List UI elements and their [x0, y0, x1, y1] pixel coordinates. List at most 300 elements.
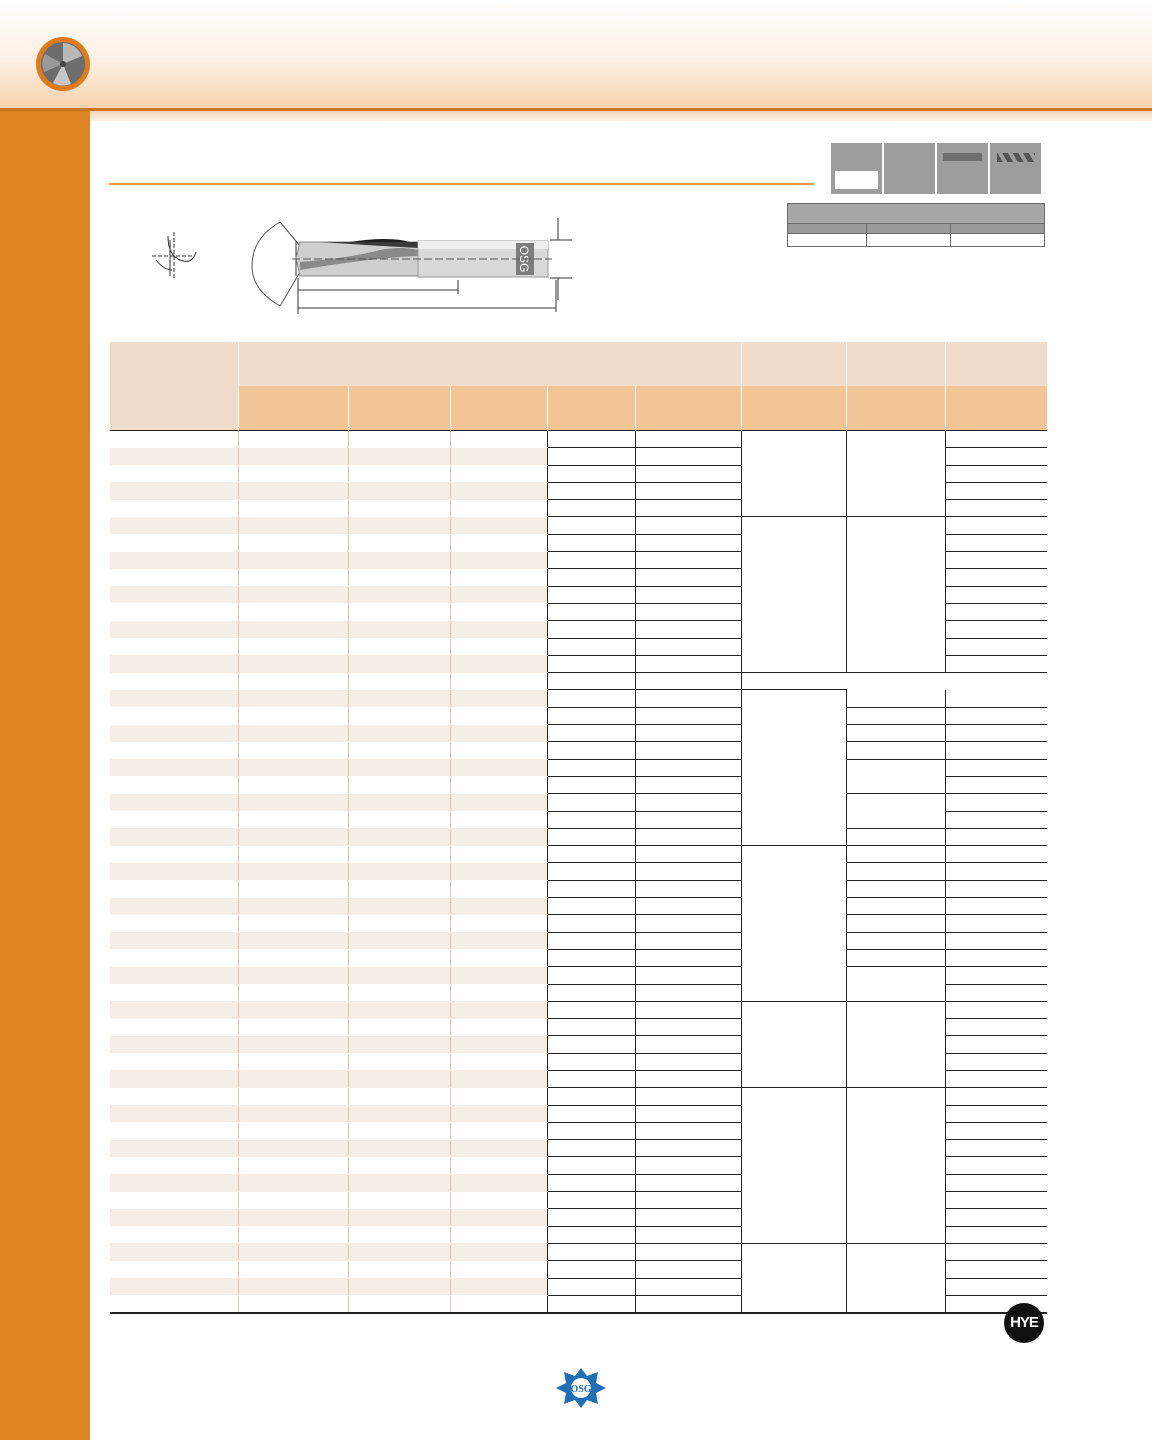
cell: [451, 932, 548, 949]
edp-cell: [110, 431, 239, 448]
cell: [451, 1036, 548, 1053]
col-header-size: [636, 386, 742, 431]
cell: [451, 1053, 548, 1070]
cell: [946, 811, 1047, 828]
cell: [239, 1209, 349, 1226]
badge-shank: [937, 143, 988, 194]
cell: [548, 811, 636, 828]
edp-cell: [110, 742, 239, 759]
cell: [239, 1036, 349, 1053]
cell: [349, 638, 451, 655]
cell: [946, 569, 1047, 586]
cell: [946, 1278, 1047, 1295]
tolerance-header: [867, 224, 951, 234]
cell: [636, 828, 742, 845]
cell: [548, 1226, 636, 1243]
tolerance-header: [951, 224, 1045, 234]
cell: [451, 1261, 548, 1278]
cell: [946, 794, 1047, 811]
cell: [946, 586, 1047, 603]
edp-cell: [110, 932, 239, 949]
cell: [239, 1192, 349, 1209]
cell: [548, 465, 636, 482]
cell: [742, 673, 847, 690]
cell: [349, 586, 451, 603]
cell: [239, 1174, 349, 1191]
cell: [548, 1261, 636, 1278]
cell: [548, 603, 636, 620]
cell: [847, 725, 946, 742]
cell: [451, 1088, 548, 1105]
cell: [451, 482, 548, 499]
table-row: [110, 967, 1047, 984]
cell: [636, 1278, 742, 1295]
cell: [451, 984, 548, 1001]
cell: [548, 759, 636, 776]
col-header-sub-c: [946, 386, 1047, 431]
cell: [451, 465, 548, 482]
cell: [349, 742, 451, 759]
cell: [548, 569, 636, 586]
cell: [349, 552, 451, 569]
cell: [847, 846, 946, 863]
title-underline: [109, 183, 814, 185]
tolerance-cell: [788, 234, 867, 247]
cell: [451, 1140, 548, 1157]
cell: [636, 638, 742, 655]
cell: [548, 517, 636, 534]
cell: [239, 1122, 349, 1139]
cell: [349, 1122, 451, 1139]
cell: [548, 932, 636, 949]
cell: [548, 621, 636, 638]
cell: [451, 1122, 548, 1139]
cell: [946, 1036, 1047, 1053]
col-header-sub-a: [742, 386, 847, 431]
cell: [451, 707, 548, 724]
edp-cell: [110, 690, 239, 707]
cell: [946, 949, 1047, 966]
cell: [239, 776, 349, 793]
edp-cell: [110, 1192, 239, 1209]
cell: [946, 915, 1047, 932]
table-row: [110, 880, 1047, 897]
cell: [451, 1278, 548, 1295]
cell: [548, 1088, 636, 1105]
table-row: [110, 949, 1047, 966]
edp-cell: [110, 1209, 239, 1226]
cell: [239, 448, 349, 465]
cell: [239, 621, 349, 638]
edp-cell: [110, 863, 239, 880]
cell: [548, 949, 636, 966]
cell: [636, 655, 742, 672]
cell: [847, 863, 946, 880]
cell: [946, 828, 1047, 845]
cell: [636, 1105, 742, 1122]
merged-cell: [742, 431, 847, 517]
cell: [946, 1105, 1047, 1122]
table-row: [110, 759, 1047, 776]
cell: [636, 967, 742, 984]
cell: [349, 1278, 451, 1295]
cell: [636, 482, 742, 499]
cell: [349, 1157, 451, 1174]
cell: [636, 846, 742, 863]
cell: [946, 517, 1047, 534]
cell: [548, 846, 636, 863]
table-row: [110, 863, 1047, 880]
cell: [451, 1243, 548, 1260]
tolerance-table: [787, 203, 1045, 247]
cell: [239, 465, 349, 482]
table-row: [110, 1243, 1047, 1260]
cell: [239, 500, 349, 517]
cell: [946, 603, 1047, 620]
cell: [946, 707, 1047, 724]
cell: [239, 638, 349, 655]
cell: [239, 1019, 349, 1036]
cell: [847, 880, 946, 897]
cell: [239, 1140, 349, 1157]
table-row: [110, 1001, 1047, 1018]
cell: [451, 1105, 548, 1122]
edp-cell: [110, 1019, 239, 1036]
edp-cell: [110, 725, 239, 742]
cell: [451, 1192, 548, 1209]
col-header-group-b: [847, 342, 946, 386]
cell: [946, 1157, 1047, 1174]
col-header-dimensions: [239, 342, 742, 386]
cell: [636, 586, 742, 603]
cell: [548, 673, 636, 690]
cell: [239, 932, 349, 949]
edp-cell: [110, 1122, 239, 1139]
edp-cell: [110, 915, 239, 932]
table-row: [110, 794, 1047, 811]
cell: [349, 1140, 451, 1157]
cell: [636, 1122, 742, 1139]
osg-logo: [554, 1366, 608, 1410]
cell: [239, 517, 349, 534]
cell: [451, 621, 548, 638]
cell: [636, 898, 742, 915]
edp-cell: [110, 794, 239, 811]
cell: [636, 1140, 742, 1157]
cell: [239, 690, 349, 707]
cell: [451, 500, 548, 517]
merged-cell: [847, 1243, 946, 1313]
cell: [349, 1001, 451, 1018]
cell: [349, 465, 451, 482]
cell: [548, 1278, 636, 1295]
cell: [946, 846, 1047, 863]
cell: [548, 1243, 636, 1260]
cell: [239, 655, 349, 672]
tool-mark-badge: HYE: [1004, 1303, 1044, 1343]
cell: [239, 1157, 349, 1174]
cell: [548, 690, 636, 707]
edp-cell: [110, 586, 239, 603]
cell: [548, 431, 636, 448]
edp-cell: [110, 655, 239, 672]
edp-cell: [110, 569, 239, 586]
cell: [946, 500, 1047, 517]
edp-cell: [110, 949, 239, 966]
col-header-shank: [548, 386, 636, 431]
cell: [548, 828, 636, 845]
cell: [946, 448, 1047, 465]
tolerance-cell: [951, 234, 1045, 247]
cell: [636, 1088, 742, 1105]
cell: [946, 482, 1047, 499]
cell: [636, 1209, 742, 1226]
cell: [946, 932, 1047, 949]
cell: [548, 482, 636, 499]
cell: [239, 863, 349, 880]
edp-cell: [110, 517, 239, 534]
product-table: [109, 342, 1047, 1314]
cell: [451, 742, 548, 759]
cell: [636, 776, 742, 793]
cell: [946, 1226, 1047, 1243]
badge-coating: [831, 143, 882, 194]
cell: [636, 725, 742, 742]
cell: [451, 794, 548, 811]
header-shadow: [0, 111, 1152, 121]
page-header: [0, 0, 1152, 108]
cell: [946, 880, 1047, 897]
cell: [946, 1209, 1047, 1226]
side-tab: [0, 111, 90, 1440]
cell: [847, 742, 946, 759]
cell: [239, 811, 349, 828]
col-header-diameter: [239, 386, 349, 431]
cell: [636, 949, 742, 966]
cell: [636, 932, 742, 949]
edp-cell: [110, 1226, 239, 1243]
cell: [451, 1001, 548, 1018]
cell: [451, 569, 548, 586]
cell: [451, 534, 548, 551]
cell: [451, 1019, 548, 1036]
edp-cell: [110, 638, 239, 655]
cell: [451, 431, 548, 448]
cell: [349, 655, 451, 672]
cell: [548, 898, 636, 915]
cell: [349, 673, 451, 690]
cell: [349, 448, 451, 465]
table-row: [110, 828, 1047, 845]
cell: [847, 707, 946, 724]
cell: [239, 431, 349, 448]
merged-cell: [742, 690, 847, 846]
cell: [451, 898, 548, 915]
cell: [636, 673, 742, 690]
cell: [239, 1053, 349, 1070]
edp-cell: [110, 1295, 239, 1313]
edp-cell: [110, 828, 239, 845]
cell: [239, 707, 349, 724]
cell: [946, 725, 1047, 742]
cell: [847, 690, 946, 707]
cell: [349, 431, 451, 448]
badge-material: [884, 143, 935, 194]
cell: [946, 1243, 1047, 1260]
cell: [636, 534, 742, 551]
table-row: [110, 932, 1047, 949]
cell: [239, 1295, 349, 1313]
cell: [847, 828, 946, 845]
drill-end-view-icon: [152, 232, 196, 280]
cell: [548, 1157, 636, 1174]
cell: [239, 569, 349, 586]
cell: [636, 1226, 742, 1243]
edp-cell: [110, 1261, 239, 1278]
edp-cell: [110, 1053, 239, 1070]
table-row: [110, 690, 1047, 707]
edp-cell: [110, 1157, 239, 1174]
edp-cell: [110, 1105, 239, 1122]
cell: [946, 759, 1047, 776]
cell: [349, 776, 451, 793]
cell: [548, 638, 636, 655]
table-row: [110, 431, 1047, 448]
cell: [451, 1070, 548, 1087]
cell: [451, 846, 548, 863]
table-row: [110, 1088, 1047, 1105]
edp-cell: [110, 846, 239, 863]
cell: [548, 1105, 636, 1122]
cell: [451, 949, 548, 966]
table-row: [110, 707, 1047, 724]
cell: [349, 1053, 451, 1070]
col-header-group-a: [742, 342, 847, 386]
cell: [946, 465, 1047, 482]
cell: [349, 759, 451, 776]
table-row: [110, 725, 1047, 742]
cell: [548, 534, 636, 551]
cell: [548, 448, 636, 465]
cell: [239, 1070, 349, 1087]
merged-cell: [847, 517, 946, 673]
edp-cell: [110, 448, 239, 465]
edp-cell: [110, 465, 239, 482]
merged-cell: [742, 517, 847, 673]
cell: [451, 673, 548, 690]
cell: [946, 534, 1047, 551]
cell: [349, 915, 451, 932]
cell: [349, 967, 451, 984]
cell: [451, 517, 548, 534]
cell: [548, 863, 636, 880]
edp-cell: [110, 552, 239, 569]
cell: [946, 552, 1047, 569]
cell: [636, 811, 742, 828]
cell: [239, 967, 349, 984]
cell: [636, 1053, 742, 1070]
cell: [946, 431, 1047, 448]
cell: [349, 949, 451, 966]
cell: [239, 603, 349, 620]
cell: [636, 1019, 742, 1036]
cell: [349, 932, 451, 949]
edp-cell: [110, 1174, 239, 1191]
edp-cell: [110, 500, 239, 517]
cell: [548, 1295, 636, 1313]
cell: [548, 1070, 636, 1087]
cell: [636, 1295, 742, 1313]
cell: [636, 431, 742, 448]
cell: [451, 638, 548, 655]
cell: [349, 828, 451, 845]
cell: [451, 759, 548, 776]
cell: [239, 1261, 349, 1278]
svg-text:OSG: OSG: [570, 1384, 592, 1395]
cell: [548, 967, 636, 984]
cell: [548, 1140, 636, 1157]
cell: [349, 1209, 451, 1226]
cell: [239, 1226, 349, 1243]
drill-side-view-icon: [252, 218, 572, 314]
cell: [636, 690, 742, 707]
cell: [636, 707, 742, 724]
cell: [349, 1295, 451, 1313]
cell: [946, 655, 1047, 672]
cell: [548, 500, 636, 517]
cell: [946, 1261, 1047, 1278]
cell: [548, 776, 636, 793]
cell: [946, 1174, 1047, 1191]
merged-cell: [847, 1001, 946, 1087]
cell: [239, 1243, 349, 1260]
cell: [349, 846, 451, 863]
edp-cell: [110, 673, 239, 690]
cell: [451, 1226, 548, 1243]
edp-cell: [110, 534, 239, 551]
cell: [548, 1122, 636, 1139]
edp-cell: [110, 984, 239, 1001]
cell: [349, 707, 451, 724]
cell: [239, 759, 349, 776]
edp-cell: [110, 1140, 239, 1157]
cell: [946, 742, 1047, 759]
cell: [548, 1001, 636, 1018]
col-header-flute-length: [349, 386, 451, 431]
cell: [548, 725, 636, 742]
cell: [349, 1036, 451, 1053]
cell: [451, 811, 548, 828]
cell: [548, 880, 636, 897]
cell: [946, 1001, 1047, 1018]
edp-cell: [110, 1088, 239, 1105]
cell: [636, 1157, 742, 1174]
edp-cell: [110, 1001, 239, 1018]
cell: [636, 915, 742, 932]
merged-cell: [742, 1088, 847, 1244]
edp-cell: [110, 482, 239, 499]
edp-cell: [110, 776, 239, 793]
cell: [349, 517, 451, 534]
cell: [349, 500, 451, 517]
cell: [239, 949, 349, 966]
cell: [239, 534, 349, 551]
cell: [239, 1105, 349, 1122]
cell: [349, 725, 451, 742]
table-row: [110, 742, 1047, 759]
cell: [239, 742, 349, 759]
cell: [946, 967, 1047, 984]
